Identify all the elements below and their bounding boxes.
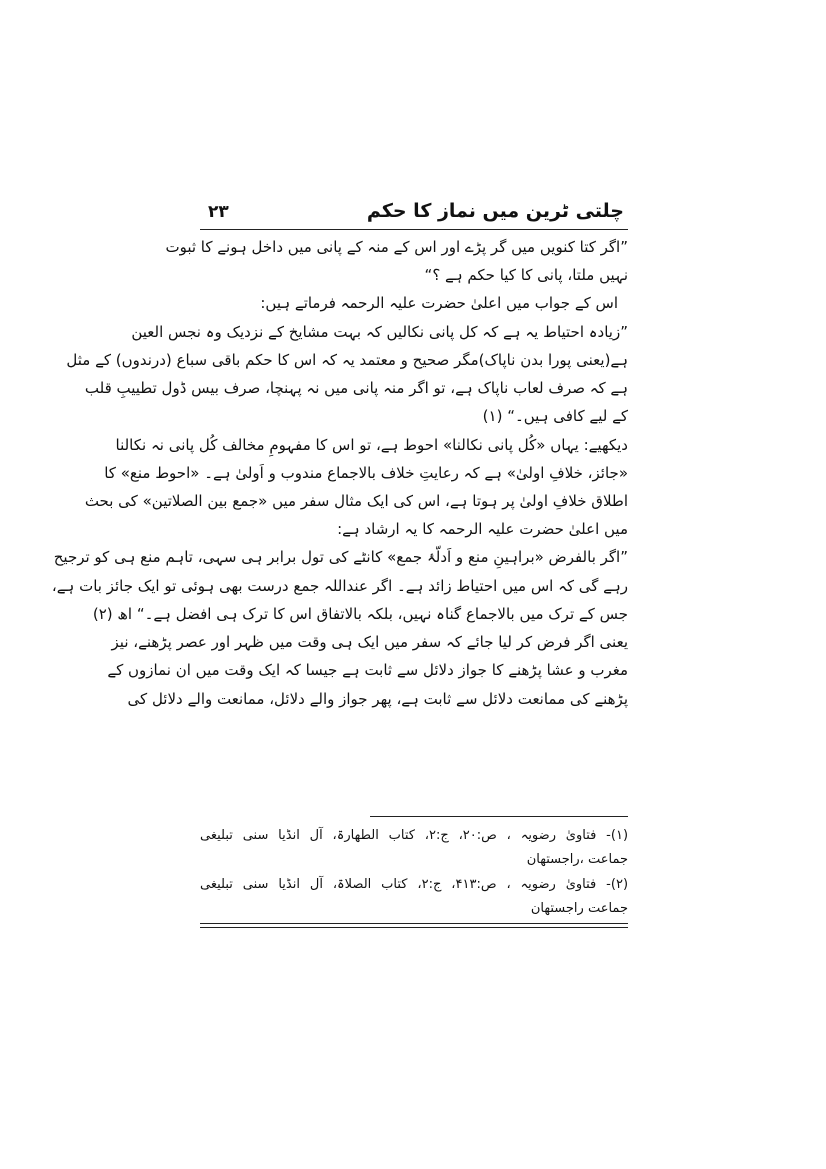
footnote-line: (۲)- فتاویٰ رضویہ ، ص:۴۱۳، ج:۲، کتاب الصلاۃ، آل انڈیا سنی تبلیغی xyxy=(200,877,629,892)
header-rule xyxy=(200,229,628,230)
footnote-separator xyxy=(370,816,628,817)
bottom-rule-bottom xyxy=(200,927,628,928)
body-line: مغرب و عشا پڑھنے کا جواز دلائل سے ثابت ہے جیسا کہ ایک وقت میں ان نمازوں کے xyxy=(107,661,628,679)
body-line: جس کے ترک میں بالاجماع گناہ نہیں، بلکہ بالاتفاق اس کا ترک ہی افضل ہے۔“ اھ (۲) xyxy=(92,605,628,623)
header-title: چلتی ٹرین میں نماز کا حکم xyxy=(366,200,624,222)
body-line: پڑھنے کی ممانعت دلائل سے ثابت ہے، پھر جواز والے دلائل، ممانعت والے دلائل کی xyxy=(127,690,628,708)
running-header xyxy=(200,196,628,226)
body-line: میں اعلیٰ حضرت علیہ الرحمہ کا یہ ارشاد ہے: xyxy=(337,520,628,538)
body-line: ”اگر کتا کنویں میں گر پڑے اور اس کے منہ کے پانی میں داخل ہونے کا ثبوت xyxy=(165,238,628,256)
page-number: ۲۳ xyxy=(208,202,229,222)
footnote-line: جماعت راجستھان xyxy=(530,901,628,916)
body-line: ”اگر بالفرض «براہینِ منع و اَدلّۂ جمع» کانٹے کی تول برابر ہی سہی، تاہم منع ہی کو ترجیح xyxy=(53,548,628,566)
body-line: کے لیے کافی ہیں۔“ (۱) xyxy=(482,407,628,425)
body-line: اطلاق خلافِ اولیٰ پر ہوتا ہے، اس کی ایک مثال سفر میں «جمع بین الصلاتین» کی بحث xyxy=(84,492,628,510)
footnote-line: جماعت ،راجستھان xyxy=(526,852,628,867)
body-line: نہیں ملتا، پانی کا کیا حکم ہے ؟“ xyxy=(424,266,628,284)
body-line: ”زیادہ احتیاط یہ ہے کہ کل پانی نکالیں کہ بہت مشایخ کے نزدیک وہ نجس العین xyxy=(131,323,628,341)
body-line: اس کے جواب میں اعلیٰ حضرت علیہ الرحمہ فرماتے ہیں: xyxy=(260,294,618,312)
bottom-rule-top xyxy=(200,923,628,924)
footnote-line: (۱)- فتاویٰ رضویہ ، ص:۲۰، ج:۲، کتاب الطھارۃ، آل انڈیا سنی تبلیغی xyxy=(200,828,629,843)
body-line: یعنی اگر فرض کر لیا جائے کہ سفر میں ایک ہی وقت میں ظہر اور عصر پڑھنے، نیز xyxy=(111,633,628,651)
body-line: دیکھیے: یہاں «کُل پانی نکالنا» احوط ہے، تو اس کا مفہومِ مخالف کُل پانی نہ نکالنا xyxy=(115,436,628,454)
body-line: ہے کہ صرف لعاب ناپاک ہے، تو اگر منہ پانی میں نہ پہنچا، صرف بیس ڈول تطییبِ قلب xyxy=(84,379,628,397)
body-line: ہے(یعنی پورا بدن ناپاک)مگر صحیح و معتمد یہ کہ اس کا حکم باقی سباع (درندوں) کے مثل xyxy=(66,351,628,369)
body-line: رہے گی کہ اس میں احتیاط زائد ہے۔ اگر عنداللہ جمع درست بھی ہوئی تو ایک جائز بات ہے، xyxy=(51,577,628,595)
body-line: «جائز، خلافِ اولیٰ» ہے کہ رعایتِ خلاف بالاجماع مندوب و اَولیٰ ہے۔ «احوط منع» کا xyxy=(104,464,628,482)
